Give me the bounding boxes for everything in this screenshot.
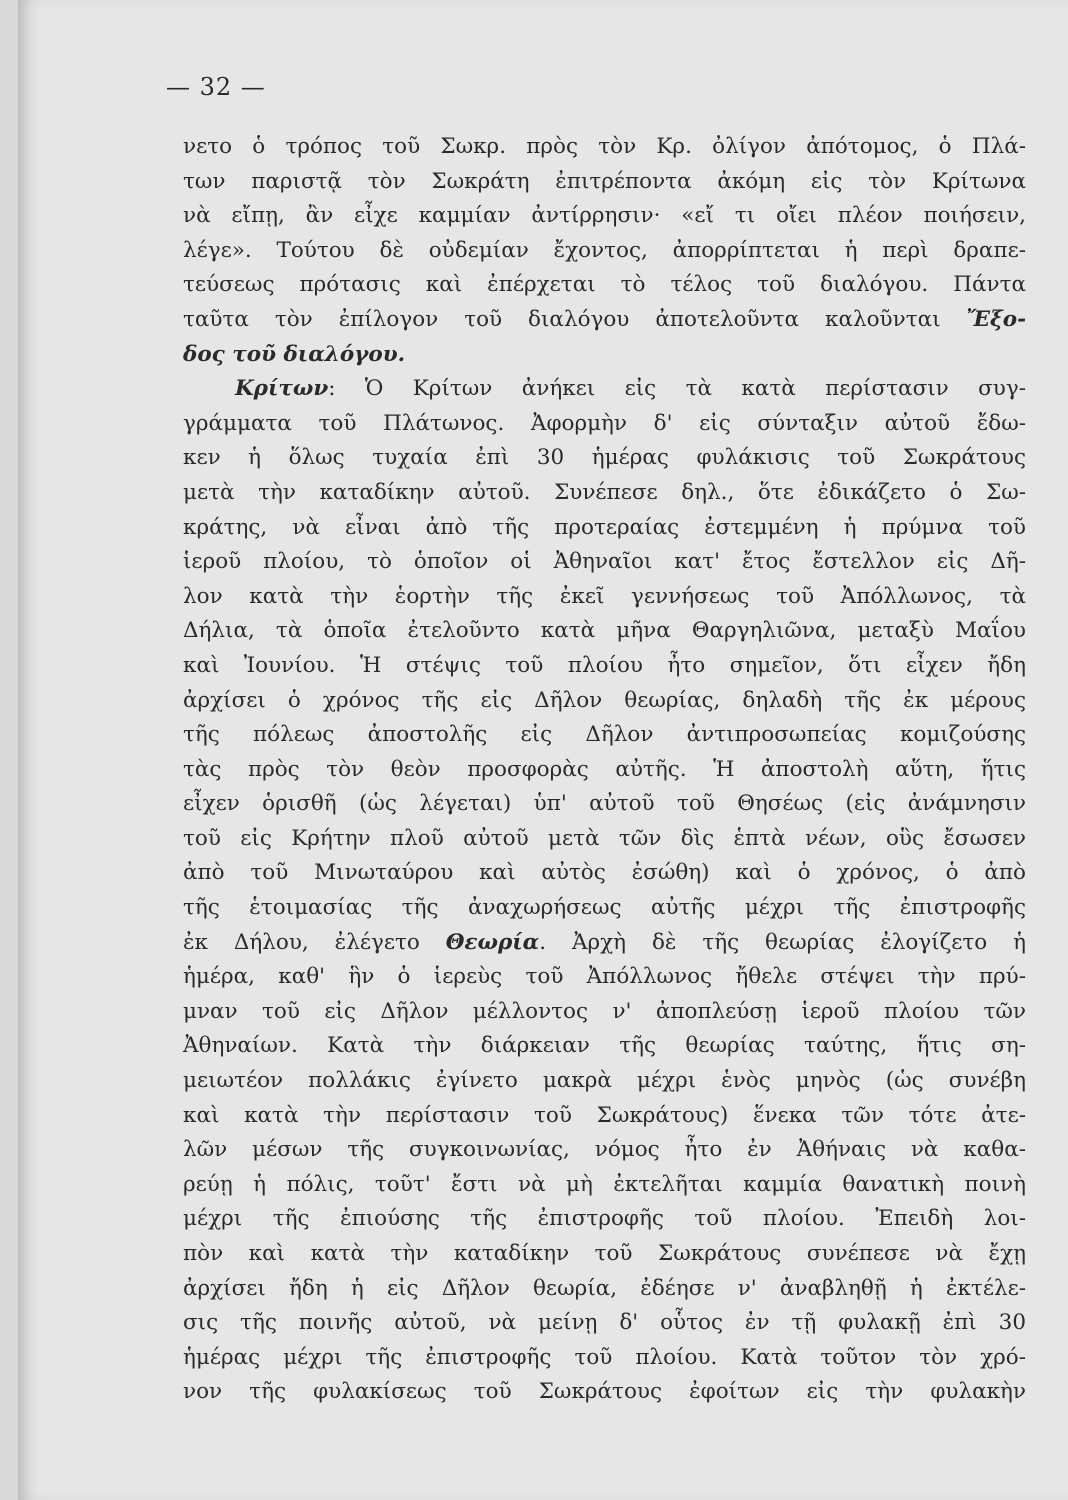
line-text: νον τῆς φυλακίσεως τοῦ Σωκράτους ἐφοίτων εἰς τὴν φυλακὴν (183, 1379, 1026, 1405)
text-line (183, 926, 1026, 961)
text-line (183, 1064, 1026, 1099)
text-line (183, 441, 1026, 476)
text-line (183, 1168, 1026, 1203)
line-text: ρεύῃ ἡ πόλις, τοῦτ' ἔστι νὰ μὴ ἐκτελῆται καμμία θανατικὴ ποινὴ (183, 1171, 1026, 1197)
text-line (183, 960, 1026, 995)
text-line (183, 1202, 1026, 1237)
line-text: ταῦτα τὸν ἐπίλογον τοῦ διαλόγου ἀποτελοῦντα καλοῦνται (183, 306, 967, 332)
text-line (183, 718, 1026, 753)
text-line (183, 545, 1026, 580)
text-line (183, 684, 1026, 719)
line-text: τοῦ εἰς Κρήτην πλοῦ αὐτοῦ μετὰ τῶν δὶς ἑπτὰ νέων, οὓς ἔσωσεν (183, 825, 1026, 851)
line-text: κράτης, νὰ εἶναι ἀπὸ τῆς προτεραίας ἐστεμμένη ἡ πρύμνα τοῦ (183, 514, 1026, 540)
text-line (183, 1237, 1026, 1272)
line-text: των παριστᾷ τὸν Σωκράτη ἐπιτρέποντα ἀκόμη εἰς τὸν Κρίτωνα (183, 168, 1026, 194)
text-line (183, 1341, 1026, 1376)
text-line (183, 891, 1026, 926)
line-text: νὰ εἴπῃ, ἂν εἶχε καμμίαν ἀντίρρησιν· «εἴ τι οἴει πλέον ποιήσειν, (183, 203, 1026, 229)
line-text: ἡμέρα, καθ' ἣν ὁ ἱερεὺς τοῦ Ἀπόλλωνος ἤθελε στέψει τὴν πρύ- (183, 964, 1026, 990)
line-text: ἡμέρας μέχρι τῆς ἐπιστροφῆς τοῦ πλοίου. Κατὰ τοῦτον τὸν χρό- (183, 1344, 1026, 1370)
line-text: Δήλια, τὰ ὁποῖα ἐτελοῦντο κατὰ μῆνα Θαργηλιῶνα, μεταξὺ Μαΐου (183, 618, 1026, 644)
line-text: ἐκ Δήλου, ἐλέγετο (183, 929, 446, 955)
text-line (183, 995, 1026, 1030)
line-text: ἀρχίσει ὁ χρόνος τῆς εἰς Δῆλον θεωρίας, δηλαδὴ τῆς ἐκ μέρους (183, 687, 1026, 713)
line-text: πὸν καὶ κατὰ τὴν καταδίκην τοῦ Σωκράτους συνέπεσε νὰ ἔχῃ (183, 1241, 1026, 1266)
line-text: σις τῆς ποινῆς αὐτοῦ, νὰ μείνῃ δ' οὗτος ἐν τῇ φυλακῇ ἐπὶ 30 (183, 1310, 1026, 1336)
text-line (183, 1375, 1026, 1410)
emphasized-term: δος τοῦ διαλόγου. (183, 341, 406, 367)
line-text: τεύσεως πρότασις καὶ ἐπέρχεται τὸ τέλος τοῦ διαλόγου. Πάντα (183, 272, 1026, 298)
line-text: καὶ Ἰουνίου. Ἡ στέψις τοῦ πλοίου ἦτο σημεῖον, ὅτι εἶχεν ἤδη (183, 652, 1026, 678)
line-text: τὰς πρὸς τὸν θεὸν προσφορὰς αὐτῆς. Ἡ ἀποστολὴ αὕτη, ἥτις (183, 756, 1026, 782)
line-text: ἀπὸ τοῦ Μινωταύρου καὶ αὐτὸς ἐσώθη) καὶ ὁ χρόνος, ὁ ἀπὸ (183, 860, 1026, 886)
text-line (183, 649, 1026, 684)
emphasized-term: Κρίτων (235, 376, 329, 402)
text-line (183, 1133, 1026, 1168)
text-line (183, 199, 1026, 234)
text-line (183, 476, 1026, 511)
text-line (183, 407, 1026, 442)
text-line (183, 753, 1026, 788)
line-text: ἱεροῦ πλοίου, τὸ ὁποῖον οἱ Ἀθηναῖοι κατ' ἔτος ἔστελλον εἰς Δῆ- (183, 549, 1026, 575)
line-text: γράμματα τοῦ Πλάτωνος. Ἀφορμὴν δ' εἰς σύνταξιν αὐτοῦ ἔδω- (183, 410, 1026, 436)
text-line (183, 1099, 1026, 1134)
line-text: . Ἀρχὴ δὲ τῆς θεωρίας ἐλογίζετο ἡ (539, 929, 1026, 955)
text-line (183, 268, 1026, 303)
line-text: : Ὁ Κρίτων ἀνήκει εἰς τὰ κατὰ περίστασιν συγ- (328, 376, 1026, 402)
text-line (183, 165, 1026, 200)
line-text: μναν τοῦ εἰς Δῆλον μέλλοντος ν' ἀποπλεύσῃ ἱεροῦ πλοίου τῶν (183, 998, 1026, 1024)
text-line (183, 234, 1026, 269)
text-line (183, 130, 1026, 165)
emphasized-term: Θεωρία (445, 929, 540, 955)
line-text: ἀρχίσει ἤδη ἡ εἰς Δῆλον θεωρία, ἐδέησε ν' ἀναβληθῇ ἡ ἐκτέλε- (183, 1275, 1026, 1301)
text-line (183, 1272, 1026, 1307)
text-line (183, 511, 1026, 546)
line-text: μειωτέον πολλάκις ἐγίνετο μακρὰ μέχρι ἑνὸς μηνὸς (ὡς συνέβη (183, 1068, 1026, 1094)
text-line (183, 787, 1026, 822)
page-body-text (183, 130, 1026, 1410)
line-text: Ἀθηναίων. Κατὰ τὴν διάρκειαν τῆς θεωρίας ταύτης, ἥτις ση- (183, 1033, 1026, 1059)
text-line (183, 580, 1026, 615)
text-line (183, 372, 1026, 407)
text-line (183, 822, 1026, 857)
line-text: τῆς πόλεως ἀποστολῆς εἰς Δῆλον ἀντιπροσωπείας κομιζούσης (183, 722, 1026, 748)
line-text: τῆς ἑτοιμασίας τῆς ἀναχωρήσεως αὐτῆς μέχρι τῆς ἐπιστροφῆς (183, 895, 1026, 921)
text-line (183, 1029, 1026, 1064)
line-text: κεν ἡ ὅλως τυχαία ἐπὶ 30 ἡμέρας φυλάκισις τοῦ Σωκράτους (183, 445, 1026, 471)
line-text: μέχρι τῆς ἐπιούσης τῆς ἐπιστροφῆς τοῦ πλοίου. Ἐπειδὴ λοι- (183, 1206, 1026, 1232)
line-text: νετο ὁ τρόπος τοῦ Σωκρ. πρὸς τὸν Κρ. ὀλίγον ἀπότομος, ὁ Πλά- (183, 134, 1026, 159)
text-line (183, 614, 1026, 649)
line-text: καὶ κατὰ τὴν περίστασιν τοῦ Σωκράτους) ἕνεκα τῶν τότε ἀτε- (183, 1102, 1026, 1128)
text-line (183, 338, 1026, 373)
book-page (18, 0, 1068, 1500)
text-line (183, 303, 1026, 338)
line-text: λῶν μέσων τῆς συγκοινωνίας, νόμος ἦτο ἐν Ἀθήναις νὰ καθα- (183, 1137, 1026, 1163)
text-line (183, 1306, 1026, 1341)
text-line (183, 856, 1026, 891)
line-text: μετὰ τὴν καταδίκην αὐτοῦ. Συνέπεσε δηλ., ὅτε ἐδικάζετο ὁ Σω- (183, 479, 1026, 505)
emphasized-term: Ἔξο- (966, 306, 1026, 332)
line-text: λον κατὰ τὴν ἑορτὴν τῆς ἐκεῖ γεννήσεως τοῦ Ἀπόλλωνος, τὰ (183, 583, 1026, 609)
line-text: λέγε». Τούτου δὲ οὐδεμίαν ἔχοντος, ἀπορρίπτεται ἡ περὶ δραπε- (183, 237, 1026, 263)
line-text: εἶχεν ὁρισθῆ (ὡς λέγεται) ὑπ' αὐτοῦ τοῦ Θησέως (εἰς ἀνάμνησιν (183, 791, 1026, 817)
page-number: — 32 — (166, 73, 266, 101)
